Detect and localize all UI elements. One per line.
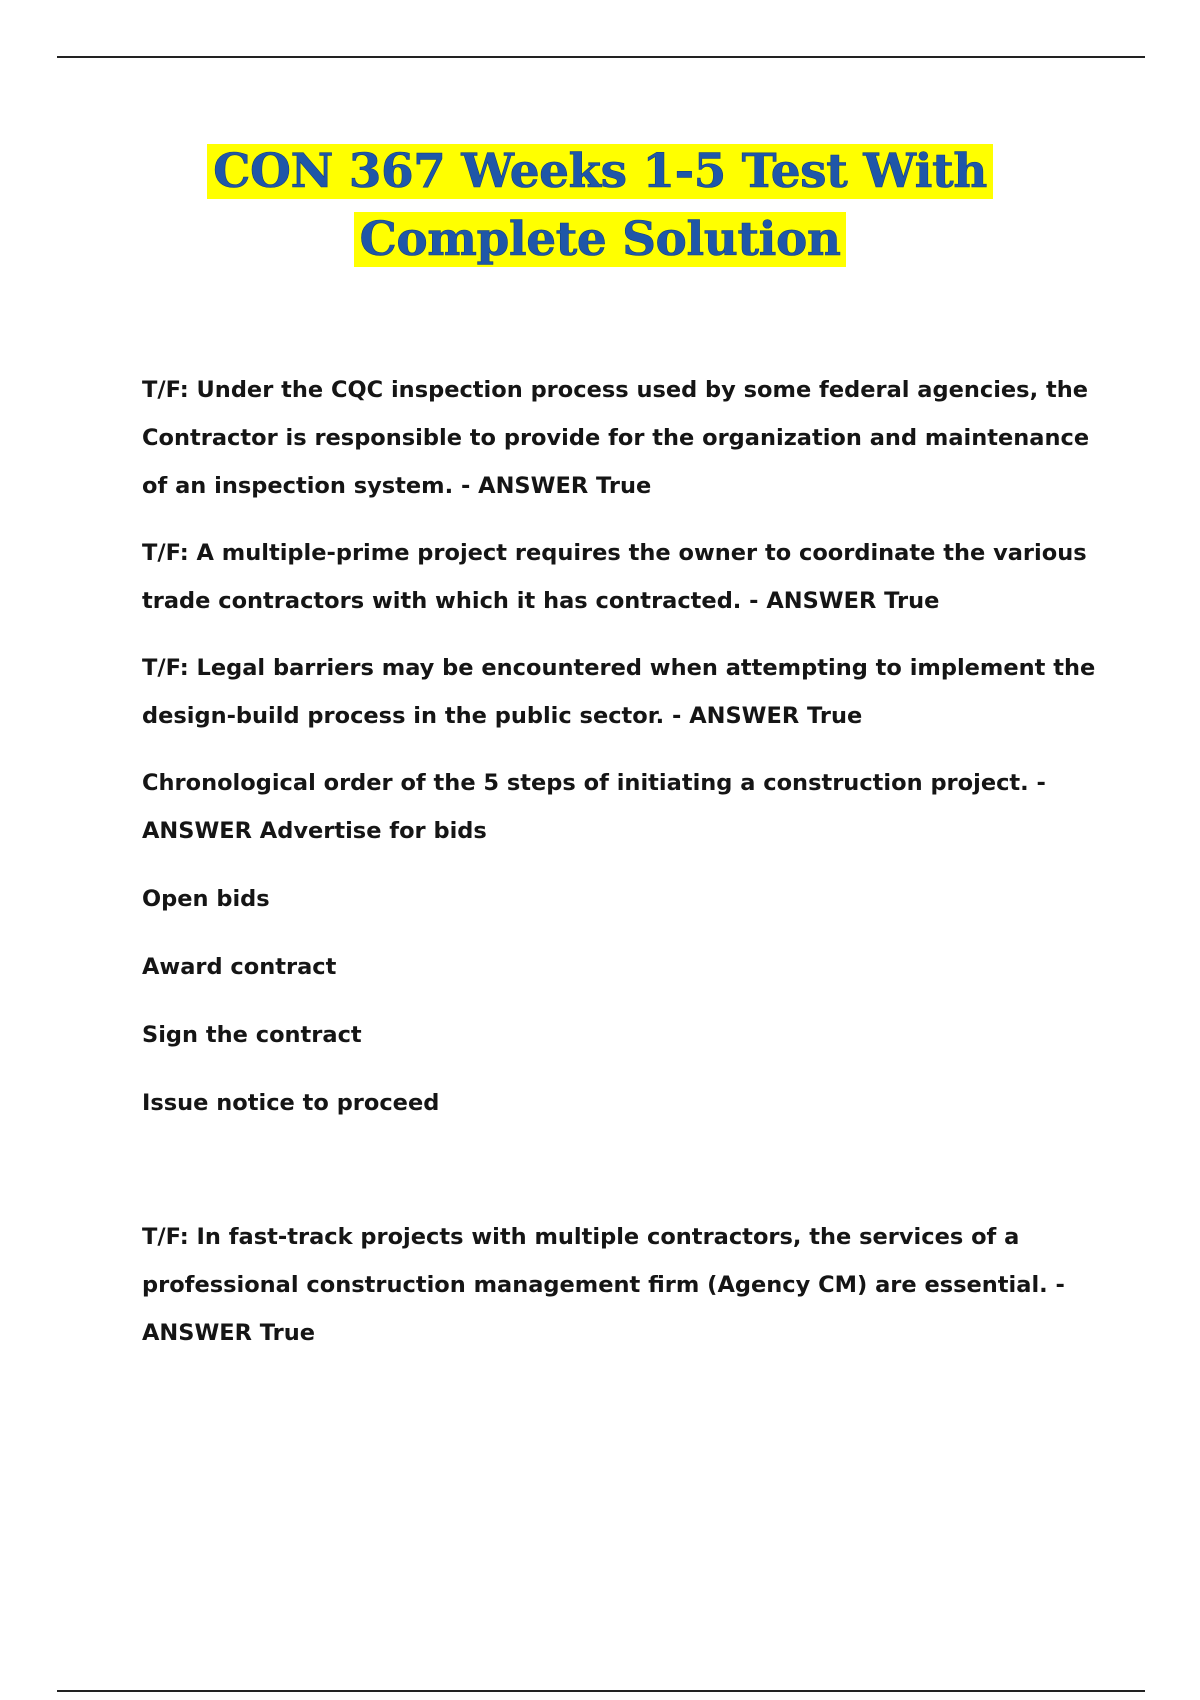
answer-step-5: Issue notice to proceed (142, 1090, 440, 1116)
answer-step-2: Open bids (142, 886, 270, 912)
header-rule (57, 56, 1145, 58)
answer-step-3: Award contract (142, 954, 337, 980)
page-title (0, 138, 1200, 274)
question-item-4: Chronological order of the 5 steps of initiating a construction project. - ANSWER Advertise for bids (142, 770, 1046, 844)
question-item-3: T/F: Legal barriers may be encountered when attempting to implement the design-build process in the public sector. - ANSWER True (142, 655, 1096, 729)
question-list (142, 366, 1102, 1376)
question-item-1: T/F: Under the CQC inspection process used by some federal agencies, the Contractor is responsible to provide for the organization and maintenance of an inspection system. - ANSWER True (142, 377, 1090, 499)
answer-step-4: Sign the contract (142, 1022, 362, 1048)
question-item-5: T/F: In fast-track projects with multiple contractors, the services of a professional construction management firm (Agency CM) are essential. - ANSWER True (142, 1224, 1065, 1346)
footer-rule (57, 1690, 1145, 1692)
title-line-2: Complete Solution (354, 212, 847, 267)
title-line-1: CON 367 Weeks 1-5 Test With (207, 144, 993, 199)
question-item-2: T/F: A multiple-prime project requires the owner to coordinate the various trade contractors with which it has contracted. - ANSWER True (142, 540, 1087, 614)
